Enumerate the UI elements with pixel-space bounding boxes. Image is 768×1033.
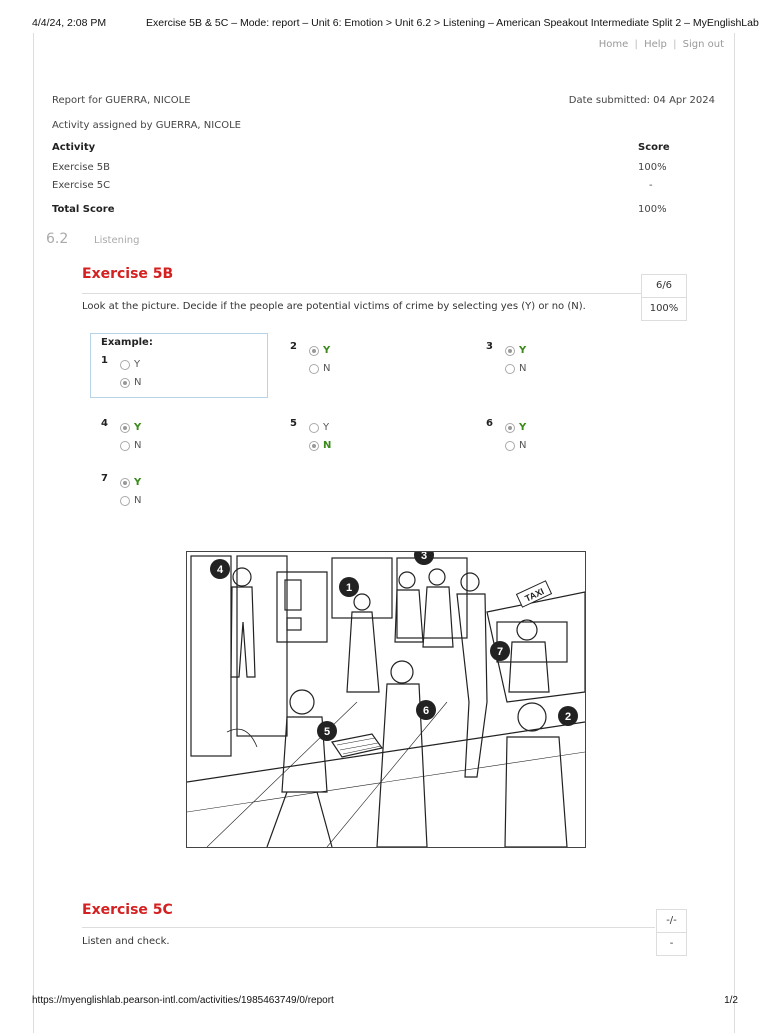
activity-header: Activity — [52, 142, 96, 153]
question-number: 5 — [290, 418, 297, 429]
nav-separator: | — [673, 39, 677, 50]
option-label: N — [323, 440, 332, 451]
option-label: Y — [134, 477, 142, 488]
question-1-option-y[interactable] — [120, 359, 140, 370]
svg-text:7: 7 — [496, 646, 504, 658]
question-number: 7 — [101, 473, 108, 484]
activity-row-name: Exercise 5C — [52, 180, 111, 191]
marker-5 — [317, 721, 337, 741]
top-nav — [599, 39, 724, 50]
question-1-option-n[interactable] — [120, 377, 141, 388]
marker-4 — [210, 559, 230, 579]
svg-text:6: 6 — [422, 705, 430, 717]
exercise-5b-instruction: Look at the picture. Decide if the people are potential victims of crime by selecting yes (Y) or no (N). — [82, 301, 586, 312]
option-label: Y — [519, 345, 527, 356]
date-submitted: Date submitted: 04 Apr 2024 — [568, 95, 715, 106]
question-5-option-y[interactable] — [309, 422, 329, 433]
example-label: Example: — [101, 337, 153, 348]
option-label: Y — [323, 345, 331, 356]
activity-row-score: - — [649, 180, 653, 191]
marker-1 — [339, 577, 359, 597]
street-scene-picture — [186, 551, 586, 848]
sign-out-link[interactable]: Sign out — [682, 39, 724, 50]
radio-button[interactable] — [309, 346, 319, 356]
svg-text:1: 1 — [345, 582, 353, 594]
svg-text:3: 3 — [420, 552, 428, 562]
question-number: 4 — [101, 418, 108, 429]
marker-2 — [558, 706, 578, 726]
print-url: https://myenglishlab.pearson-intl.com/activities/1985463749/0/report — [32, 995, 334, 1006]
total-score-label: Total Score — [52, 204, 115, 215]
print-page-number: 1/2 — [724, 995, 738, 1006]
svg-text:5: 5 — [323, 726, 331, 738]
print-title: Exercise 5B & 5C – Mode: report – Unit 6: Emotion > Unit 6.2 > Listening – American Speakout Intermediate Split 2 – MyEnglishLab — [146, 17, 759, 29]
nav-separator: | — [634, 39, 638, 50]
option-label: Y — [323, 422, 330, 433]
taxi-sign: TAXI — [523, 586, 546, 604]
option-label: N — [134, 440, 142, 451]
score-header: Score — [638, 142, 670, 153]
radio-button[interactable] — [120, 378, 130, 388]
exercise-5c-score-box — [656, 909, 687, 956]
radio-button[interactable] — [120, 423, 130, 433]
section-name: Listening — [94, 235, 140, 246]
question-number: 1 — [101, 355, 108, 366]
activity-row-name: Exercise 5B — [52, 162, 111, 173]
question-number: 6 — [486, 418, 493, 429]
question-5-option-n[interactable] — [309, 440, 331, 451]
divider — [82, 927, 655, 928]
option-label: N — [323, 363, 331, 374]
radio-button[interactable] — [505, 364, 515, 374]
radio-button[interactable] — [120, 496, 130, 506]
question-4-option-y[interactable] — [120, 422, 141, 433]
radio-button[interactable] — [505, 346, 515, 356]
question-6-option-n[interactable] — [505, 440, 526, 451]
assigned-by: Activity assigned by GUERRA, NICOLE — [52, 120, 241, 131]
marker-6 — [416, 700, 436, 720]
question-6-option-y[interactable] — [505, 422, 526, 433]
svg-text:4: 4 — [216, 564, 224, 576]
activity-row-score: 100% — [638, 162, 667, 173]
question-3-option-y[interactable] — [505, 345, 526, 356]
radio-button[interactable] — [309, 364, 319, 374]
help-link[interactable]: Help — [644, 39, 667, 50]
radio-button[interactable] — [505, 441, 515, 451]
street-scene-illustration — [187, 552, 585, 847]
question-number: 2 — [290, 341, 297, 352]
section-number: 6.2 — [46, 231, 69, 247]
radio-button[interactable] — [309, 423, 319, 433]
question-2-option-n[interactable] — [309, 363, 330, 374]
divider — [82, 293, 642, 294]
exercise-5c-title: Exercise 5C — [82, 902, 173, 918]
page-frame — [33, 33, 735, 1033]
option-label: N — [134, 495, 142, 506]
score-fraction: 6/6 — [655, 280, 673, 291]
home-link[interactable]: Home — [598, 39, 629, 50]
option-label: Y — [519, 422, 527, 433]
question-4-option-n[interactable] — [120, 440, 141, 451]
exercise-5b-title: Exercise 5B — [82, 266, 174, 282]
score-percent: - — [657, 932, 686, 955]
option-label: Y — [134, 359, 141, 370]
option-label: N — [519, 440, 527, 451]
radio-button[interactable] — [505, 423, 515, 433]
marker-7 — [490, 641, 510, 661]
question-2-option-y[interactable] — [309, 345, 330, 356]
question-7-option-y[interactable] — [120, 477, 141, 488]
report-for: Report for GUERRA, NICOLE — [52, 95, 191, 106]
question-7-option-n[interactable] — [120, 495, 141, 506]
radio-button[interactable] — [120, 360, 130, 370]
option-label: N — [519, 363, 527, 374]
print-datetime: 4/4/24, 2:08 PM — [32, 17, 107, 29]
total-score-value: 100% — [638, 204, 667, 215]
score-percent: 100% — [642, 297, 686, 320]
option-label: Y — [134, 422, 142, 433]
svg-text:2: 2 — [564, 711, 572, 723]
option-label: N — [134, 377, 142, 388]
exercise-5b-score-box — [641, 274, 687, 321]
marker-3 — [414, 552, 434, 565]
question-3-option-n[interactable] — [505, 363, 526, 374]
radio-button[interactable] — [309, 441, 319, 451]
score-fraction: -/- — [666, 915, 677, 926]
exercise-5c-instruction: Listen and check. — [82, 936, 170, 947]
question-number: 3 — [486, 341, 493, 352]
radio-button[interactable] — [120, 478, 130, 488]
radio-button[interactable] — [120, 441, 130, 451]
